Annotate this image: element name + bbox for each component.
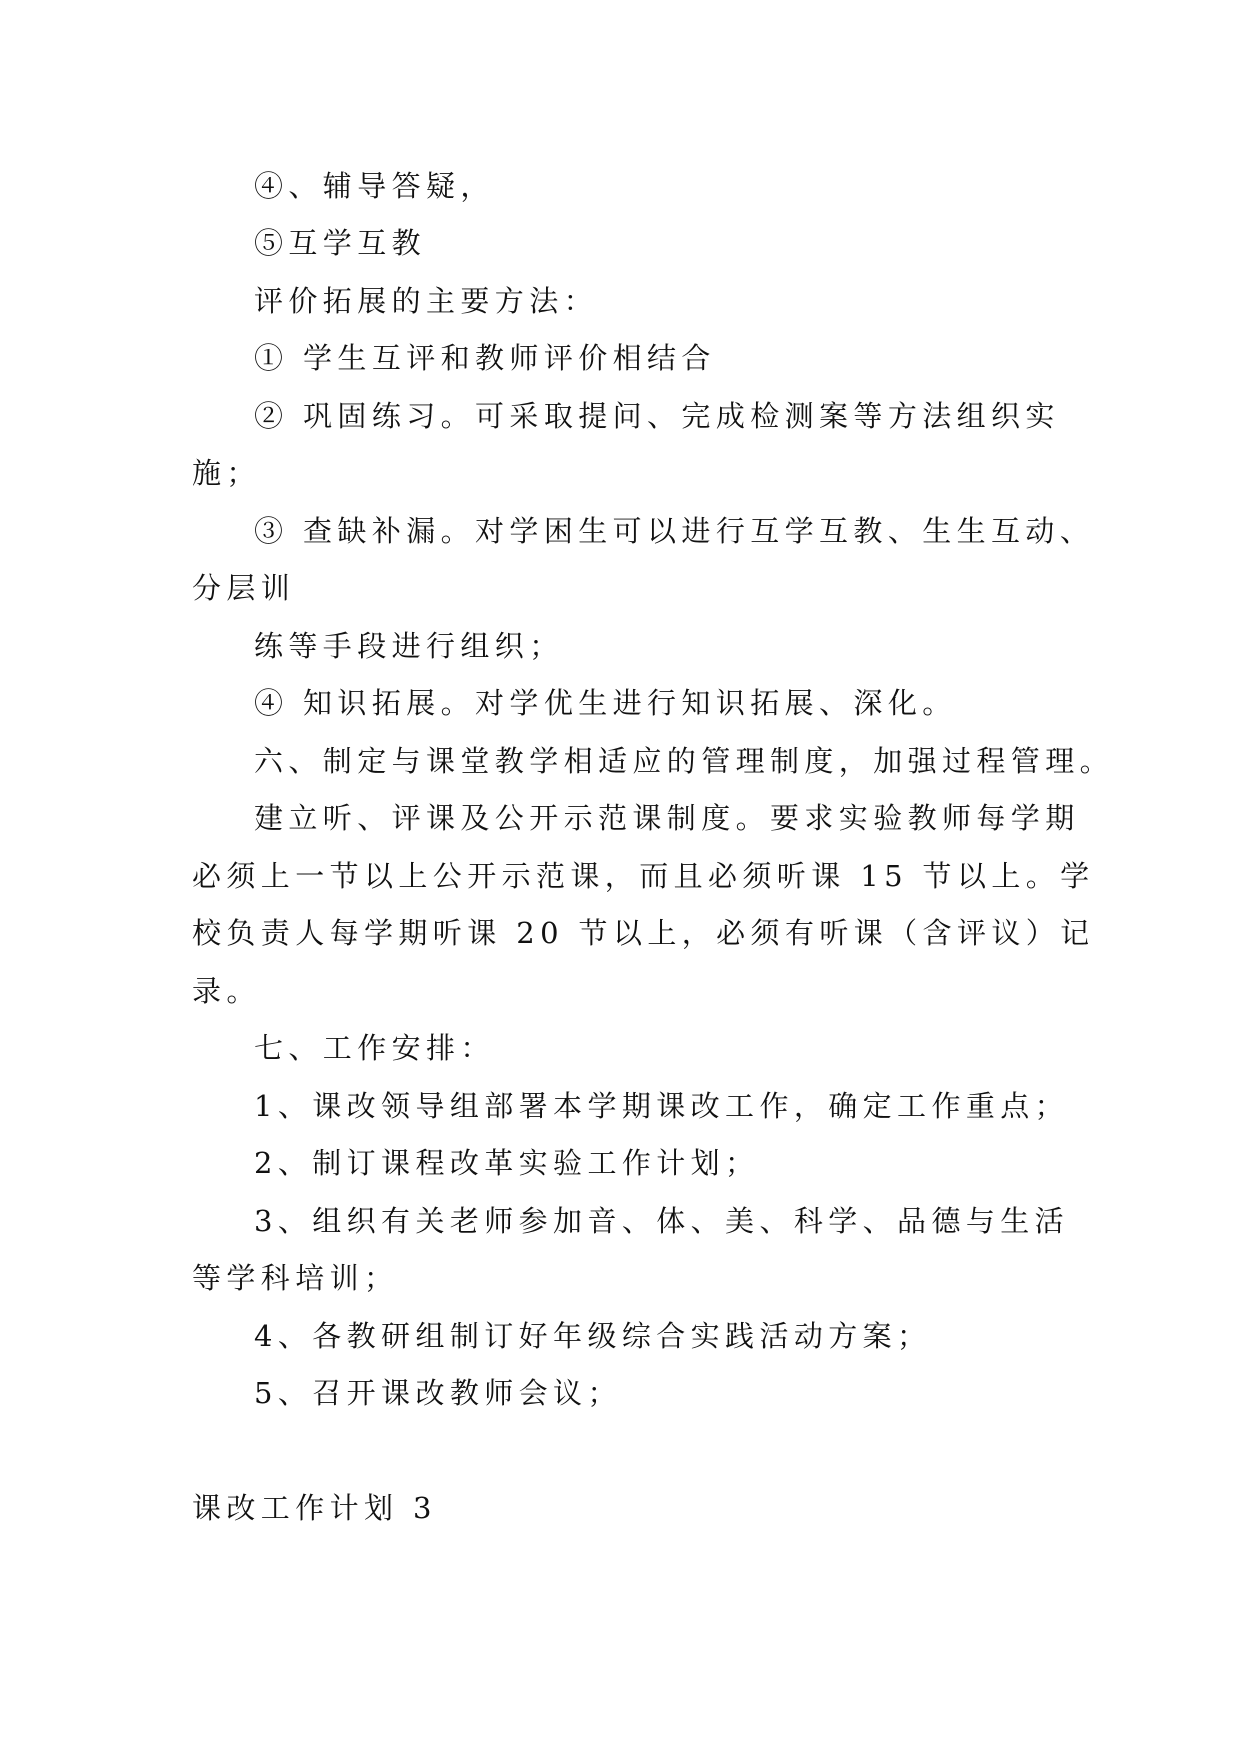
section-heading: 课改工作计划 3 [192,1491,437,1525]
paragraph-line: 3、组织有关老师参加音、体、美、科学、品德与生活 [254,1204,1070,1238]
paragraph-line: 录。 [192,974,261,1008]
paragraph-line: 施； [192,456,261,490]
paragraph-line: ⑤互学互教 [254,226,427,260]
paragraph-line: 校负责人每学期听课 20 节以上，必须有听课（含评议）记 [192,916,1095,950]
paragraph-line: ② 巩固练习。可采取提问、完成检测案等方法组织实 [254,399,1060,433]
paragraph-line: 1、课改领导组部署本学期课改工作，确定工作重点； [254,1089,1070,1123]
paragraph-line: 六、制定与课堂教学相适应的管理制度，加强过程管理。 [254,744,1115,778]
paragraph-line: 建立听、评课及公开示范课制度。要求实验教师每学期 [254,801,1080,835]
paragraph-line: 2、制订课程改革实验工作计划； [254,1146,760,1180]
paragraph-line: ④ 知识拓展。对学优生进行知识拓展、深化。 [254,686,957,720]
paragraph-line: 等学科培训； [192,1261,399,1295]
paragraph-line: 评价拓展的主要方法： [254,284,599,318]
paragraph-line: ④、辅导答疑， [254,169,495,203]
paragraph-line: 练等手段进行组织； [254,629,564,663]
paragraph-line: 分层训 [192,571,296,605]
paragraph-line: 4、各教研组制订好年级综合实践活动方案； [254,1319,932,1353]
paragraph-line: ③ 查缺补漏。对学困生可以进行互学互教、生生互动、 [254,514,1095,548]
paragraph-line: 必须上一节以上公开示范课，而且必须听课 15 节以上。学 [192,859,1095,893]
paragraph-line: 5、召开课改教师会议； [254,1376,622,1410]
paragraph-line: 七、工作安排： [254,1031,495,1065]
paragraph-line: ① 学生互评和教师评价相结合 [254,341,716,375]
